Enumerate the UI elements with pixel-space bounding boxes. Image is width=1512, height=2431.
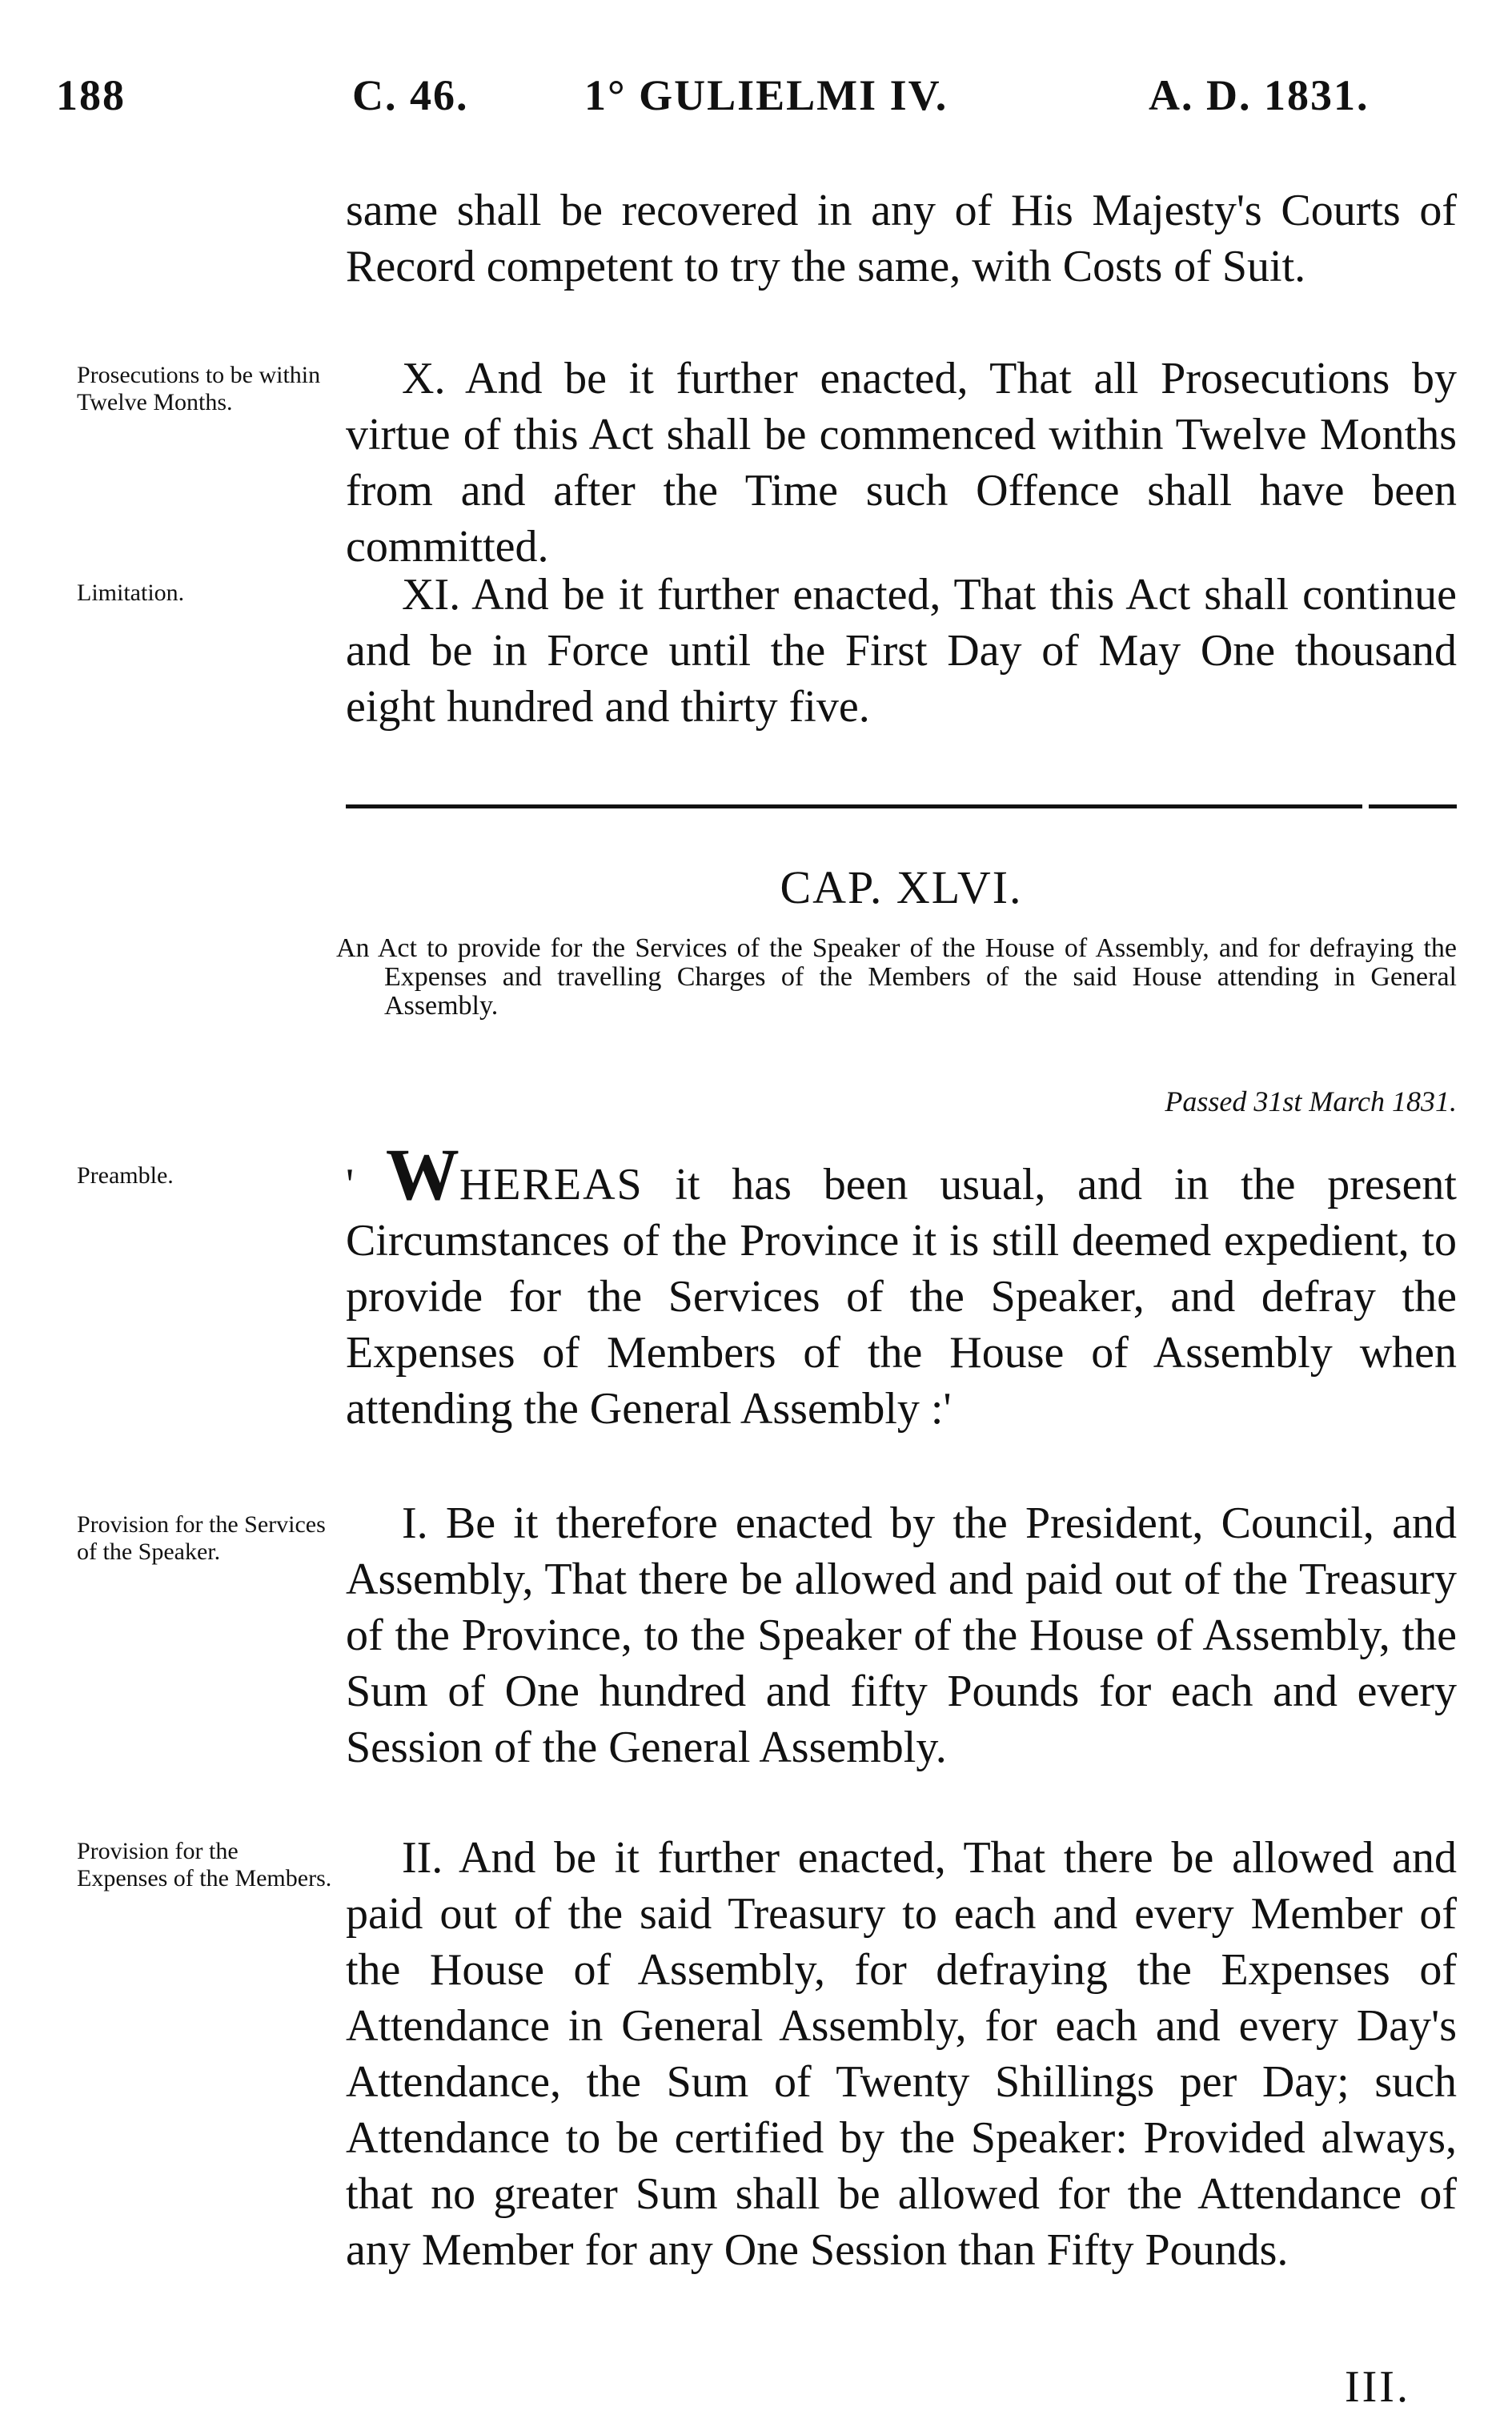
rule-segment-short [1369,804,1457,808]
section-xi-text: XI. And be it further enacted, That this Act shall continue and be in Force until the First Day of May One thousand eight hundred and thirty five. [346,570,1457,732]
section-ii-text: II. And be it further enacted, That there be allowed and paid out of the said Treasury to each and every Member of the House of Assembly, for defraying the Expenses of Attendance in General Assembly, for each and every Day's Attendance, the Sum of Twenty Shillings per Day; such Attendance to be certified by the Speaker: Provided always, that no greater Sum shall be allowed for the Attendance of any Member for any One Session than Fifty Pounds. [346,1833,1457,2275]
side-note-limitation: Limitation. [77,580,185,606]
preamble-paragraph [346,1133,1457,1437]
section-x-text: X. And be it further enacted, That all Prosecutions by virtue of this Act shall be commenced within Twelve Months from and after the Time such Offence shall have been committed. [346,354,1457,572]
passed-date: Passed 31st March 1831. [1165,1085,1457,1117]
running-header [56,70,1465,126]
chapter-title: CAP. XLVI. [780,861,1023,913]
preamble-text: it has been usual, and in the present Circumstances of the Province it is still deemed expedient, to provide for the Services of the Speaker, and defray the Expenses of Members of the House of Assembly when attending the General Assembly :' [346,1160,1457,1434]
side-note-members: Provision for the Expenses of the Members. [77,1838,332,1891]
regnal-year: 1° GULIELMI IV. [584,71,949,119]
chapter-reference: C. 46. [352,71,469,119]
section-xi [346,567,1457,735]
page-number: 188 [56,71,126,119]
side-note-preamble: Preamble. [77,1162,174,1189]
drop-initial: W [385,1133,459,1215]
preamble [346,1133,1457,1437]
section-x [346,351,1457,575]
section-ii [346,1830,1457,2278]
long-title-text: An Act to provide for the Services of the Speaker of the House of Assembly, and for defraying the Expenses and travelling Charges of the Members of the said House attending in General Assembly. [336,933,1457,1021]
section-i-text: I. Be it therefore enacted by the President, Council, and Assembly, That there be allowed and paid out of the Treasury of the Province, to the Speaker of the House of Assembly, the Sum of One hundred and fifty Pounds for each and every Session of the General Assembly. [346,1498,1457,1772]
side-note-speaker: Provision for the Services of the Speaker. [77,1511,326,1565]
act-long-title [336,934,1457,1021]
header-year: A. D. 1831. [1149,71,1370,119]
preamble-first-word: HEREAS [459,1160,644,1209]
catchword: III. [1345,2362,1410,2412]
continued-paragraph [346,183,1457,295]
chapter-divider-rule [346,804,1457,812]
side-note-prosecutions: Prosecutions to be within Twelve Months. [77,362,321,415]
rule-segment-long [346,804,1362,808]
continued-text: same shall be recovered in any of His Majesty's Courts of Record competent to try the same, with Costs of Suit. [346,186,1457,291]
section-i [346,1495,1457,1775]
preamble-open-quote: ' [346,1160,355,1209]
